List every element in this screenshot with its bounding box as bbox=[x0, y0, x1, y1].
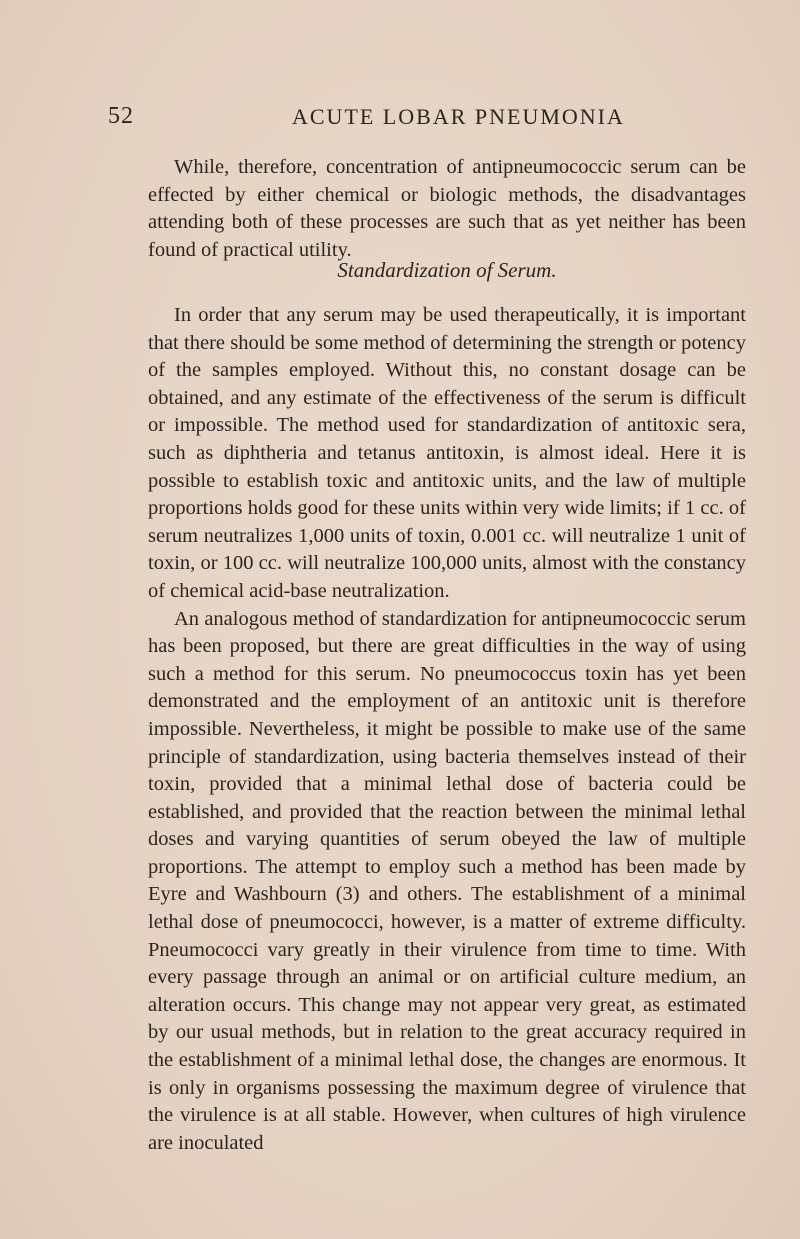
paragraph: In order that any serum may be used therapeutically, it is important that there should be some method of determining the strength or potency of the samples employed. Without this, no constant dosage can be obtained, and any estimate of the effectiveness of the serum is difficult or impossible. The method used for standardization of antitoxic sera, such as diphtheria and tetanus antitoxin, is almost ideal. Here it is possible to establish toxic and antitoxic units, and the law of multiple proportions holds good for these units within very wide limits; if 1 cc. of serum neutralizes 1,000 units of toxin, 0.001 cc. will neutralize 1 unit of toxin, or 100 cc. will neutralize 100,000 units, almost with the constancy of chemical acid-base neutralization. bbox=[148, 304, 746, 602]
intro-text-block bbox=[148, 154, 746, 264]
page-number: 52 bbox=[108, 103, 134, 129]
paragraph: While, therefore, concentration of antipneumococcic serum can be effected by either chemical or biologic methods, the disadvantages attending both of these processes are such that as yet neither has been found of practical utility. bbox=[148, 156, 746, 261]
section-heading: Standardization of Serum. bbox=[337, 258, 557, 282]
paragraph: An analogous method of standardization for antipneumococcic serum has been proposed, but there are great difficulties in the way of using such a method for this serum. No pneumococcus toxin has yet been demonstrated and the employment of an antitoxic unit is therefore impossible. Nevertheless, it might be possible to make use of the same principle of standardization, using bacteria themselves instead of their toxin, provided that a minimal lethal dose of bacteria could be established, and provided that the reaction between the minimal lethal doses and varying quantities of serum obeyed the law of multiple proportions. The attempt to employ such a method has been made by Eyre and Washbourn (3) and others. The establishment of a minimal lethal dose of pneumococci, however, is a matter of extreme difficulty. Pneumococci vary greatly in their virulence from time to time. With every passage through an animal or on artificial culture medium, an alteration occurs. This change may not appear very great, as estimated by our usual methods, but in relation to the great accuracy required in the establishment of a minimal lethal dose, the changes are enormous. It is only in organisms possessing the maximum degree of virulence that the virulence is at all stable. However, when cultures of high virulence are inoculated bbox=[148, 607, 746, 1154]
running-title: ACUTE LOBAR PNEUMONIA bbox=[292, 104, 625, 129]
page-header bbox=[106, 103, 726, 135]
section-text-block bbox=[148, 302, 746, 1157]
